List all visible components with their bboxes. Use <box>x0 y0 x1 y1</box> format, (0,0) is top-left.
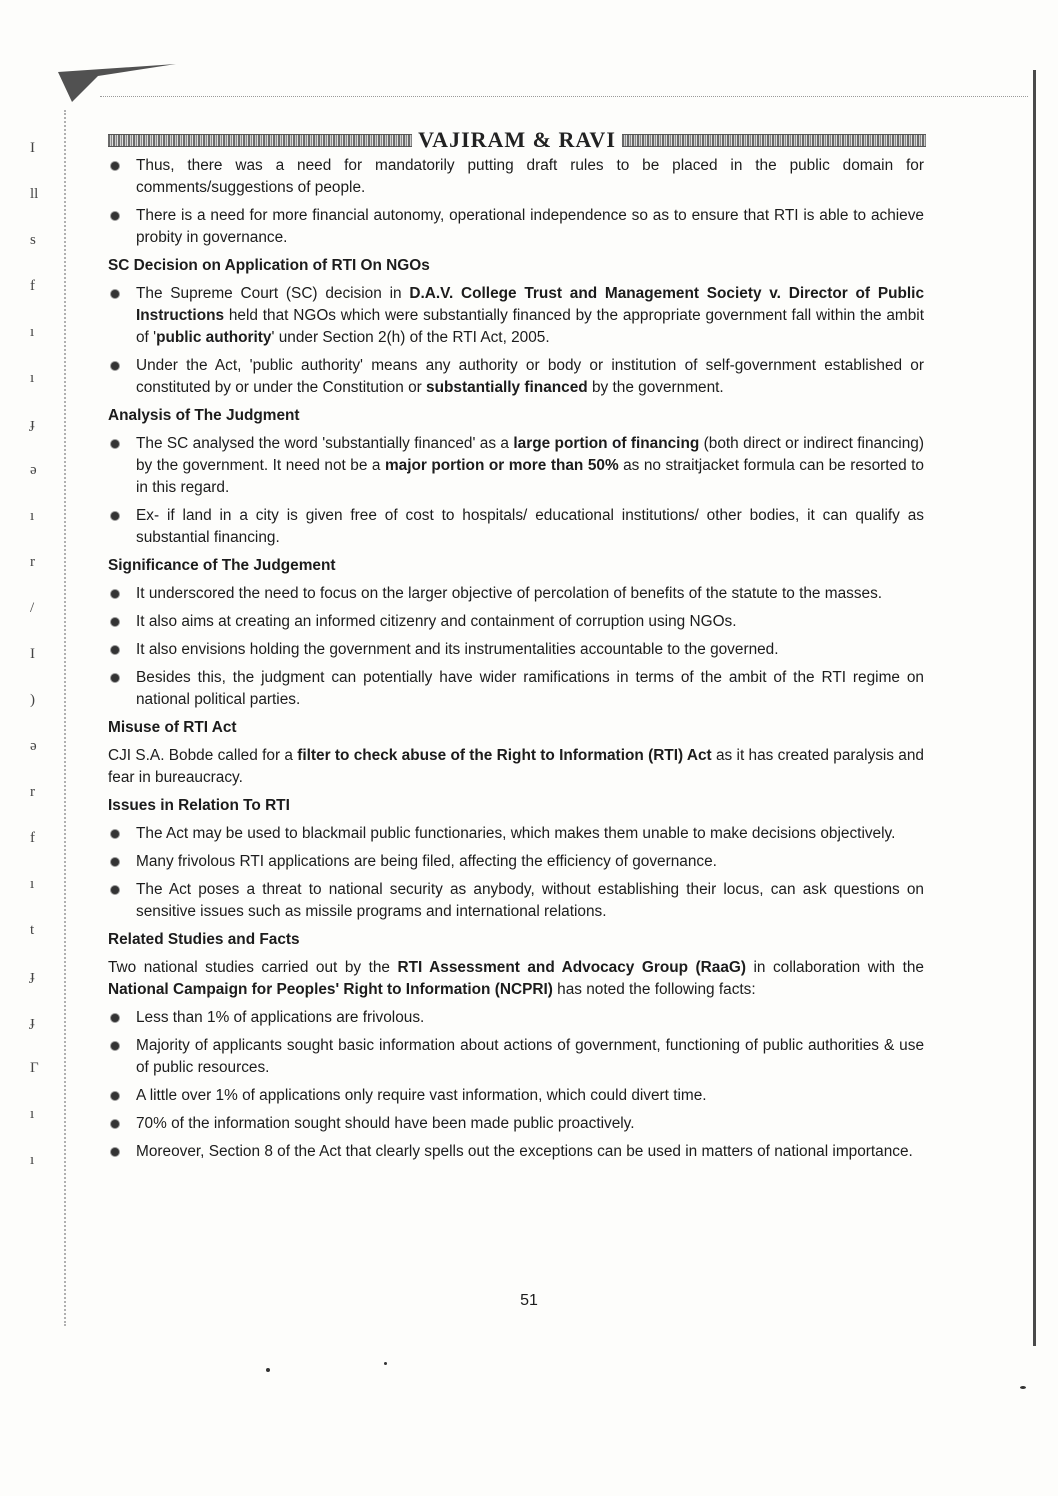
scan-right-edge <box>1033 70 1036 1346</box>
bullet-item <box>108 1141 924 1163</box>
text-run: as it has created paralysis and fear in bureaucracy. <box>108 747 924 786</box>
text-run: It also aims at creating an informed citizenry and containment of corruption using NGOs. <box>136 613 737 630</box>
bullet-icon <box>111 512 119 520</box>
text-run: Majority of applicants sought basic information about actions of government, functioning of public authorities & use of public resources. <box>136 1037 924 1076</box>
bullet-item <box>108 1085 924 1107</box>
bullet-item <box>108 355 924 399</box>
text-run: held that NGOs which were substantially financed by the appropriate government fall within the ambit of ' <box>136 307 924 346</box>
bold-text: large portion of financing <box>513 435 700 452</box>
text-run: as no straitjacket formula can be resorted to in this regard. <box>136 457 924 496</box>
header-brand: VAJIRAM & RAVI <box>418 127 616 152</box>
bold-text: RTI Assessment and Advocacy Group (RaaG) <box>397 959 746 976</box>
section-heading: Analysis of The Judgment <box>108 407 300 424</box>
margin-fragment: ı <box>30 876 35 892</box>
text-run: The Supreme Court (SC) decision in <box>136 285 410 302</box>
scan-left-edge <box>64 110 66 1326</box>
bullet-item <box>108 583 924 605</box>
text-run: The Act may be used to blackmail public functionaries, which makes them unable to make decisions objectively. <box>136 825 896 842</box>
margin-fragment: ɟ <box>30 968 35 984</box>
bullet-icon <box>111 162 119 170</box>
text-run: CJI S.A. Bobde called for a <box>108 747 298 764</box>
bullet-item <box>108 611 924 633</box>
scan-top-rule <box>100 96 1028 97</box>
text-run: Besides this, the judgment can potentially have wider ramifications in terms of the ambit of the RTI regime on national political parties. <box>136 669 924 708</box>
bold-text: filter to check abuse of the Right to Information (RTI) Act <box>297 747 712 764</box>
margin-fragment: ı <box>30 1152 35 1168</box>
bullet-item <box>108 879 924 923</box>
header-band-left <box>108 134 412 147</box>
bullet-icon <box>111 646 119 654</box>
section-heading: Related Studies and Facts <box>108 931 300 948</box>
bullet-icon <box>111 858 119 866</box>
margin-fragment: ɟ <box>30 416 35 432</box>
bullet-icon <box>111 674 119 682</box>
bullet-icon <box>111 830 119 838</box>
bold-text: National Campaign for Peoples' Right to Information (NCPRI) <box>108 981 553 998</box>
bold-text: public authority <box>156 329 272 346</box>
section-heading: Issues in Relation To RTI <box>108 797 290 814</box>
text-run: has noted the following facts: <box>552 981 756 998</box>
scan-speck <box>1020 1386 1026 1389</box>
margin-fragment: t <box>30 922 35 938</box>
text-run: The SC analysed the word 'substantially financed' as a <box>136 435 514 452</box>
margin-fragment: I <box>30 646 35 662</box>
text-run: It underscored the need to focus on the larger objective of percolation of benefits of the statute to the masses. <box>136 585 883 602</box>
bullet-item <box>108 283 924 349</box>
text-run: ' under Section 2(h) of the RTI Act, 2005. <box>271 329 550 346</box>
text-run: by the government. <box>587 379 724 396</box>
text-run: in collaboration with the <box>745 959 924 976</box>
bullet-icon <box>111 440 119 448</box>
margin-fragment: f <box>30 278 35 294</box>
bullet-item <box>108 851 924 873</box>
page-header <box>108 126 926 154</box>
text-run: Ex- if land in a city is given free of cost to hospitals/ educational institutions/ other bodies, it can qualify as substantial financing. <box>136 507 924 546</box>
document-body <box>108 155 924 1169</box>
text-run: Under the Act, 'public authority' means any authority or body or institution of self-government established or constituted by or under the Constitution or <box>136 357 924 396</box>
bullet-item <box>108 823 924 845</box>
margin-fragment: ı <box>30 1106 35 1122</box>
text-run: A little over 1% of applications only require vast information, which could divert time. <box>136 1087 707 1104</box>
margin-fragment: r <box>30 554 35 570</box>
bullet-item <box>108 639 924 661</box>
bullet-icon <box>111 1042 119 1050</box>
bullet-icon <box>111 212 119 220</box>
bullet-icon <box>111 362 119 370</box>
margin-fragment: ı <box>30 370 35 386</box>
bullet-item <box>108 433 924 499</box>
bullet-item <box>108 1113 924 1135</box>
header-band-right <box>622 134 926 147</box>
margin-fragment: I <box>30 140 35 156</box>
paragraph <box>108 957 924 1001</box>
bold-text: D.A.V. College Trust and Management Society v. Director of Public Instructions <box>136 285 925 324</box>
scan-speck <box>384 1362 387 1365</box>
text-run: There is a need for more financial autonomy, operational independence so as to ensure that RTI is able to achieve probity in governance. <box>136 207 924 246</box>
section-heading: Significance of The Judgement <box>108 557 336 574</box>
text-run: The Act poses a threat to national security as anybody, without establishing their locus, can ask questions on sensitive issues such as missile programs and international relations. <box>136 881 924 920</box>
text-run: Less than 1% of applications are frivolous. <box>136 1009 425 1026</box>
text-run: Moreover, Section 8 of the Act that clearly spells out the exceptions can be used in matters of national importance. <box>136 1143 913 1160</box>
bold-text: substantially financed <box>426 379 588 396</box>
bold-text: major portion or more than 50% <box>384 457 619 474</box>
section-heading: Misuse of RTI Act <box>108 719 237 736</box>
bullet-item <box>108 205 924 249</box>
bullet-icon <box>111 1148 119 1156</box>
bullet-item <box>108 155 924 199</box>
margin-fragment: f <box>30 830 35 846</box>
margin-fragment: ɟ <box>30 1014 35 1030</box>
bullet-icon <box>111 618 119 626</box>
bullet-icon <box>111 1092 119 1100</box>
margin-fragment: ə <box>30 738 37 754</box>
bullet-icon <box>111 886 119 894</box>
text-run: (both direct or indirect financing) by the government. It need not be a <box>136 435 924 474</box>
text-run: 70% of the information sought should have been made public proactively. <box>136 1115 635 1132</box>
margin-fragment: ) <box>30 692 35 708</box>
margin-fragment: ll <box>30 186 39 202</box>
text-run: Two national studies carried out by the <box>108 959 398 976</box>
bullet-icon <box>111 290 119 298</box>
margin-fragment: r <box>30 784 35 800</box>
bullet-icon <box>111 590 119 598</box>
margin-fragment: ı <box>30 324 35 340</box>
bullet-item <box>108 667 924 711</box>
bullet-icon <box>111 1120 119 1128</box>
scan-speck <box>266 1368 270 1372</box>
margin-fragment: s <box>30 232 36 248</box>
margin-fragment: Γ <box>30 1060 39 1076</box>
text-run: Thus, there was a need for mandatorily putting draft rules to be placed in the public domain for comments/suggestions of people. <box>136 157 924 196</box>
bullet-icon <box>111 1014 119 1022</box>
bullet-item <box>108 1007 924 1029</box>
text-run: It also envisions holding the government and its instrumentalities accountable to the governed. <box>136 641 779 658</box>
page-number: 51 <box>520 1292 538 1309</box>
paragraph <box>108 745 924 789</box>
bullet-item <box>108 505 924 549</box>
bullet-item <box>108 1035 924 1079</box>
margin-fragment: / <box>30 600 35 616</box>
margin-fragment: ı <box>30 508 35 524</box>
margin-fragment: ə <box>30 462 37 478</box>
text-run: Many frivolous RTI applications are being filed, affecting the efficiency of governance. <box>136 853 717 870</box>
section-heading: SC Decision on Application of RTI On NGOs <box>108 257 430 274</box>
